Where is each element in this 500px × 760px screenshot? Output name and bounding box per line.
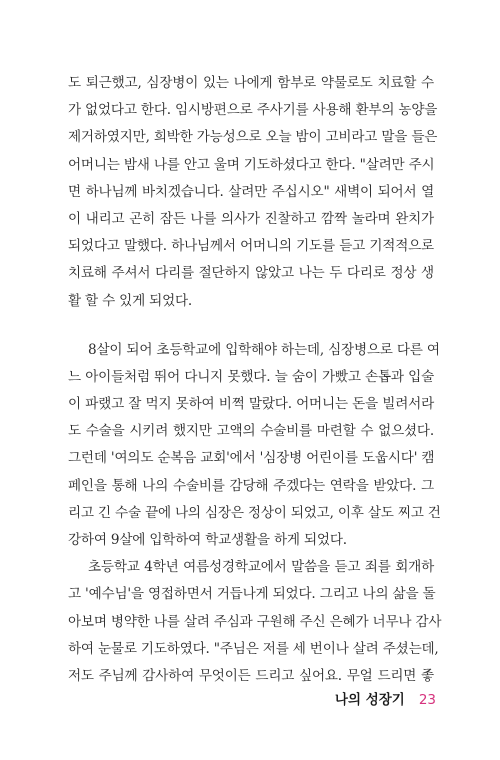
text-line: 되었다고 말했다. 하나님께서 어머니의 기도를 듣고 기적적으로 bbox=[68, 238, 434, 255]
text-line: 느 아이들처럼 뛰어 다니지 못했다. 늘 숨이 가빴고 손톱과 입술 bbox=[68, 368, 434, 385]
text-line: 면 하나님께 바치겠습니다. 살려만 주십시오" 새벽이 되어서 열 bbox=[68, 183, 434, 200]
text-line: 도 수술을 시키려 했지만 고액의 수술비를 마련할 수 없으셨다. bbox=[68, 423, 434, 440]
running-chapter-title: 나의 성장기 bbox=[334, 692, 405, 708]
text-line: 저도 주님께 감사하여 무엇이든 드리고 싶어요. 무얼 드리면 좋 bbox=[68, 667, 434, 684]
text-line: 강하여 9살에 입학하여 학교생활을 하게 되었다. bbox=[68, 532, 347, 548]
page-body bbox=[68, 70, 442, 690]
paragraph-1 bbox=[68, 70, 438, 315]
text-line: 아보며 병약한 나를 살려 주심과 구원해 주신 은혜가 너무나 감사 bbox=[68, 613, 442, 630]
page-number: 23 bbox=[418, 692, 436, 708]
text-line: 제거하였지만, 희박한 가능성으로 오늘 밤이 고비라고 말을 들은 bbox=[68, 129, 438, 146]
text-line: 초등학교 4학년 여름성경학교에서 말씀을 듣고 죄를 회개하 bbox=[88, 559, 434, 576]
paragraph-gap bbox=[68, 315, 434, 337]
paragraph-3 bbox=[68, 554, 442, 690]
text-line: 이 파랬고 잘 먹지 못하여 비쩍 말랐다. 어머니는 돈을 빌려서라 bbox=[68, 396, 434, 413]
page-footer bbox=[335, 688, 436, 708]
text-line: 고 '예수님'을 영접하면서 거듭나게 되었다. 그리고 나의 삶을 돌 bbox=[68, 586, 436, 603]
text-line: 어머니는 밤새 나를 안고 울며 기도하셨다고 한다. "살려만 주시 bbox=[68, 156, 435, 173]
text-line: 이 내리고 곤히 잠든 나를 의사가 진찰하고 깜짝 놀라며 완치가 bbox=[68, 210, 434, 227]
text-line: 페인을 통해 나의 수술비를 감당해 주겠다는 연락을 받았다. 그 bbox=[68, 477, 434, 494]
text-line: 활 할 수 있게 되었다. bbox=[68, 292, 193, 309]
text-line: 가 없었다고 한다. 임시방편으로 주사기를 사용해 환부의 농양을 bbox=[68, 102, 438, 119]
text-line: 하여 눈물로 기도하였다. "주님은 저를 세 번이나 살려 주셨는데, bbox=[68, 640, 439, 657]
text-line: 리고 긴 수술 끝에 나의 심장은 정상이 되었고, 이후 살도 찌고 건 bbox=[68, 504, 441, 521]
paragraph-2 bbox=[68, 337, 441, 555]
text-line: 그런데 '여의도 순복음 교회'에서 '심장병 어린이를 도웁시다' 캠 bbox=[68, 450, 435, 467]
text-line: 8살이 되어 초등학교에 입학해야 하는데, 심장병으로 다른 여 bbox=[88, 341, 440, 358]
text-line: 치료해 주셔서 다리를 절단하지 않았고 나는 두 다리로 정상 생 bbox=[68, 265, 434, 282]
text-line: 도 퇴근했고, 심장병이 있는 나에게 함부로 약물로도 치료할 수 bbox=[68, 75, 434, 91]
